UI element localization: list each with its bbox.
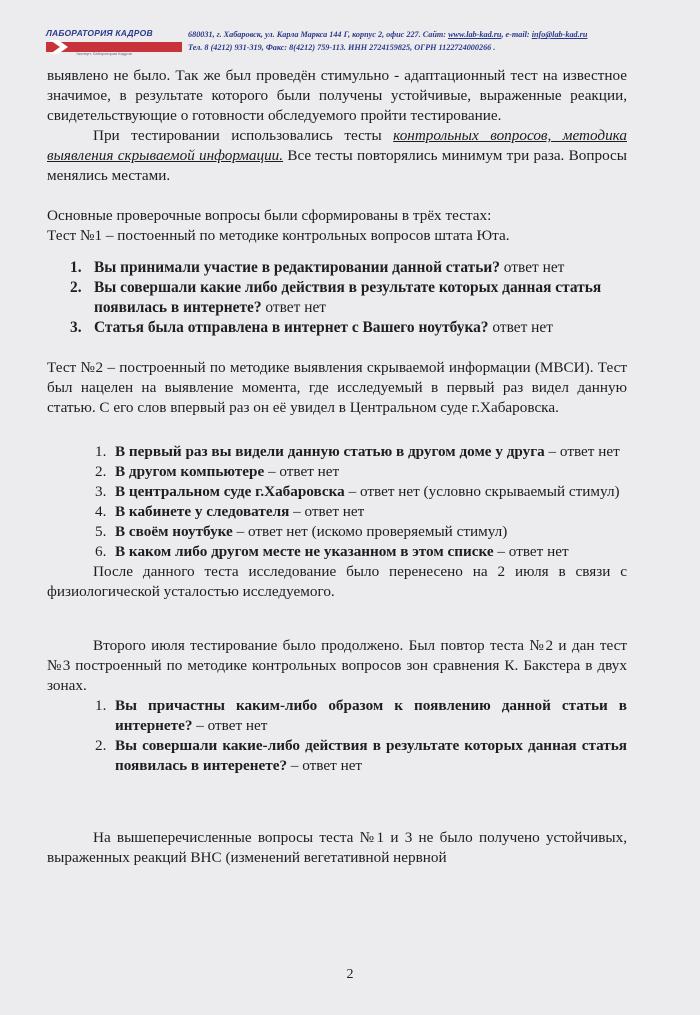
paragraph-5: После данного теста исследование было перенесено на 2 июля в связи с физиологической усталостью исследуемого.: [47, 563, 627, 600]
contact-info: [188, 28, 587, 54]
list-item: 1. Вы принимали участие в редактировании данной статьи? ответ нет: [70, 259, 565, 276]
contact-line-2: [188, 41, 587, 54]
list-item: 3. В центральном суде г.Хабаровска – ответ нет (условно скрываемый стимул): [95, 483, 620, 500]
paragraph-1: выявлено не было. Так же был проведён стимульно - адаптационный тест на известное значимое, в результате которого были получены устойчивые, выраженные реакции, свидетельствующие о готовности обследуемого пройти тестирование.: [47, 67, 627, 124]
address: 680031, г. Хабаровск, ул. Карла Маркса 144 Г, корпус 2, офис 227.: [188, 30, 421, 39]
site-link[interactable]: www.lab-kad.ru: [448, 30, 502, 39]
email-link[interactable]: info@lab-kad.ru: [531, 30, 588, 39]
list-item: 2. Вы совершали какие либо действия в результате которых данная статья появилась в интернете? ответ нет: [70, 279, 602, 316]
logo-text: ЛАБОРАТОРИЯ КАДРОВ: [46, 28, 153, 38]
document-body: [47, 66, 627, 868]
email-label: e-mail:: [505, 30, 530, 39]
list-item: 3. Статья была отправлена в интернет с Вашего ноутбука? ответ нет: [70, 319, 553, 336]
list-item: 1. В первый раз вы видели данную статью в другом доме у друга – ответ нет: [95, 443, 620, 460]
test-1-questions: [47, 258, 627, 338]
company-logo: [46, 30, 182, 62]
paragraph-7: На вышеперечисленные вопросы теста №1 и 3 не было получено устойчивых, выраженных реакций ВНС (изменений вегетативной нервной: [47, 829, 627, 866]
list-item: 6. В каком либо другом месте не указанном в этом списке – ответ нет: [95, 543, 569, 560]
paragraph-2: При тестировании использовались тесты контрольных вопросов, методика выявления скрываемой информации. Все тесты повторялись минимум три раза. Вопросы менялись местами.: [47, 127, 627, 184]
test-2-questions: [47, 442, 627, 562]
test-3-questions: [47, 696, 627, 776]
inn-ogrn: ИНН 2724159825, ОГРН 1122724000266 .: [348, 43, 496, 52]
letterhead: [0, 0, 700, 68]
paragraph-3-line-2: Тест №1 – постоенный по методике контрольных вопросов штата Юта.: [47, 227, 510, 244]
list-item: 2. В другом компьютере – ответ нет: [95, 463, 340, 480]
phones: Тел. 8 (4212) 931-319, Факс: 8(4212) 759-113.: [188, 43, 346, 52]
list-item: 4. В кабинете у следователя – ответ нет: [95, 503, 365, 520]
list-item: 1. Вы причастны каким-либо образом к появлению данной статьи в интернете? – ответ нет: [95, 697, 627, 734]
site-label: Сайт:: [422, 30, 447, 39]
contact-line-1: 680031, г. Хабаровск, ул. Карла Маркса 144 Г, корпус 2, офис 227. Сайт: www.lab-kad.ru, e-mail: info@lab-kad.ru: [188, 30, 588, 39]
logo-tagline: Эксперт. Лаборатория Кадров: [76, 51, 132, 56]
page-number: 2: [346, 967, 354, 982]
paragraph-6: Второго июля тестирование было продолжено. Был повтор теста №2 и дан тест №3 построенный по методике контрольных вопросов зон сравнения К. Бакстера в двух зонах.: [47, 637, 627, 694]
list-item: 2. Вы совершали какие-либо действия в результате которых данная статья появилась в интеренете? – ответ нет: [95, 737, 627, 774]
list-item: 5. В своём ноутбуке – ответ нет (искомо проверяемый стимул): [95, 523, 508, 540]
underlined-methods: контрольных вопросов, методика выявления скрываемой информации.: [47, 127, 627, 164]
paragraph-3-line-1: Основные проверочные вопросы были сформированы в трёх тестах:: [47, 207, 492, 224]
paragraph-4: Тест №2 – построенный по методике выявления скрываемой информации (МВСИ). Тест был нацелен на выявление момента, где исследуемый в первый раз видел данную статью. С его слов впервый раз он её увидел в Центральном суде г.Хабаровска.: [47, 359, 627, 416]
